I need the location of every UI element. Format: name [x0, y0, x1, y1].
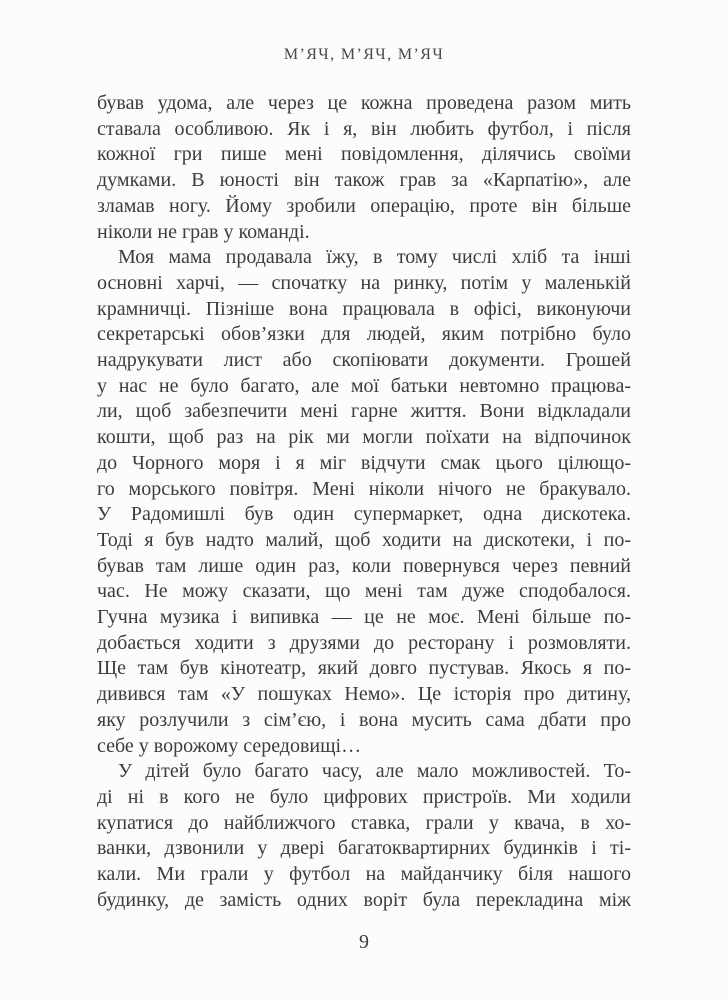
text-line: дивився там «У пошуках Немо». Це історія про дитину,	[97, 683, 631, 706]
text-line: до Чорного моря і я міг відчути смак цього цілющо-	[97, 451, 631, 474]
text-line: надрукувати лист або скопіювати документи. Грошей	[97, 349, 631, 372]
text-line: бував там лише один раз, коли повернувся через певний	[97, 554, 631, 577]
running-header: М’ЯЧ, М’ЯЧ, М’ЯЧ	[283, 46, 445, 63]
text-line: крамничці. Пізніше вона працювала в офісі, виконуючи	[97, 297, 631, 320]
text-line: ванки, дзвонили у двері багатоквартирних будинків і ті-	[97, 837, 631, 860]
text-line: ли, щоб забезпечити мені гарне життя. Вони відкладали	[97, 400, 631, 423]
text-line: го морського повітря. Мені ніколи нічого не бракувало.	[97, 477, 631, 500]
page-number: 9	[359, 931, 369, 953]
text-line: Ще там був кінотеатр, який довго пустував. Якось я по-	[97, 657, 631, 680]
text-line: думками. В юності він також грав за «Карпатію», але	[97, 169, 631, 192]
text-line: кали. Ми грали у футбол на майданчику біля нашого	[97, 863, 631, 886]
text-line: ді ні в кого не було цифрових пристроїв. Ми ходили	[97, 785, 631, 808]
body-text	[97, 91, 631, 914]
text-line: кошти, щоб раз на рік ми могли поїхати на відпочинок	[97, 426, 631, 449]
text-line: купатися до найближчого ставка, грали у квача, в хо-	[97, 811, 631, 834]
text-line: Тоді я був надто малий, щоб ходити на дискотеки, і по-	[97, 528, 631, 551]
text-line: Гучна музика і випивка — це не моє. Мені більше по-	[97, 606, 631, 629]
text-line: бував удома, але через це кожна проведена разом мить	[97, 92, 631, 114]
text-line: У дітей було багато часу, але мало можливостей. То-	[118, 760, 631, 783]
text-line: будинку, де замість одних воріт була перекладина між	[97, 888, 631, 911]
text-line: У Радомишлі був один супермаркет, одна дискотека.	[97, 503, 631, 526]
text-line: кожної гри пише мені повідомлення, ділячись своїми	[97, 143, 631, 166]
text-line: у нас не було багато, але мої батьки невтомно працюва-	[97, 374, 631, 397]
text-line: себе у ворожому середовищі…	[97, 734, 362, 757]
text-line: ніколи не грав у команді.	[97, 220, 310, 243]
text-line: час. Не можу сказати, що мені там дуже сподобалося.	[97, 580, 631, 603]
text-line: секретарські обов’язки для людей, яким потрібно було	[97, 323, 631, 346]
text-line: зламав ногу. Йому зробили операцію, проте він більше	[97, 194, 631, 217]
text-line: ставала особливою. Як і я, він любить футбол, і після	[97, 117, 631, 140]
text-line: основні харчі, — спочатку на ринку, потім у маленькій	[97, 271, 631, 294]
text-line: добається ходити з друзями до ресторану і розмовляти.	[97, 631, 631, 654]
text-line: Моя мама продавала їжу, в тому числі хліб та інші	[118, 246, 631, 269]
text-line: яку розлучили з сім’єю, і вона мусить сама дбати про	[97, 708, 631, 731]
